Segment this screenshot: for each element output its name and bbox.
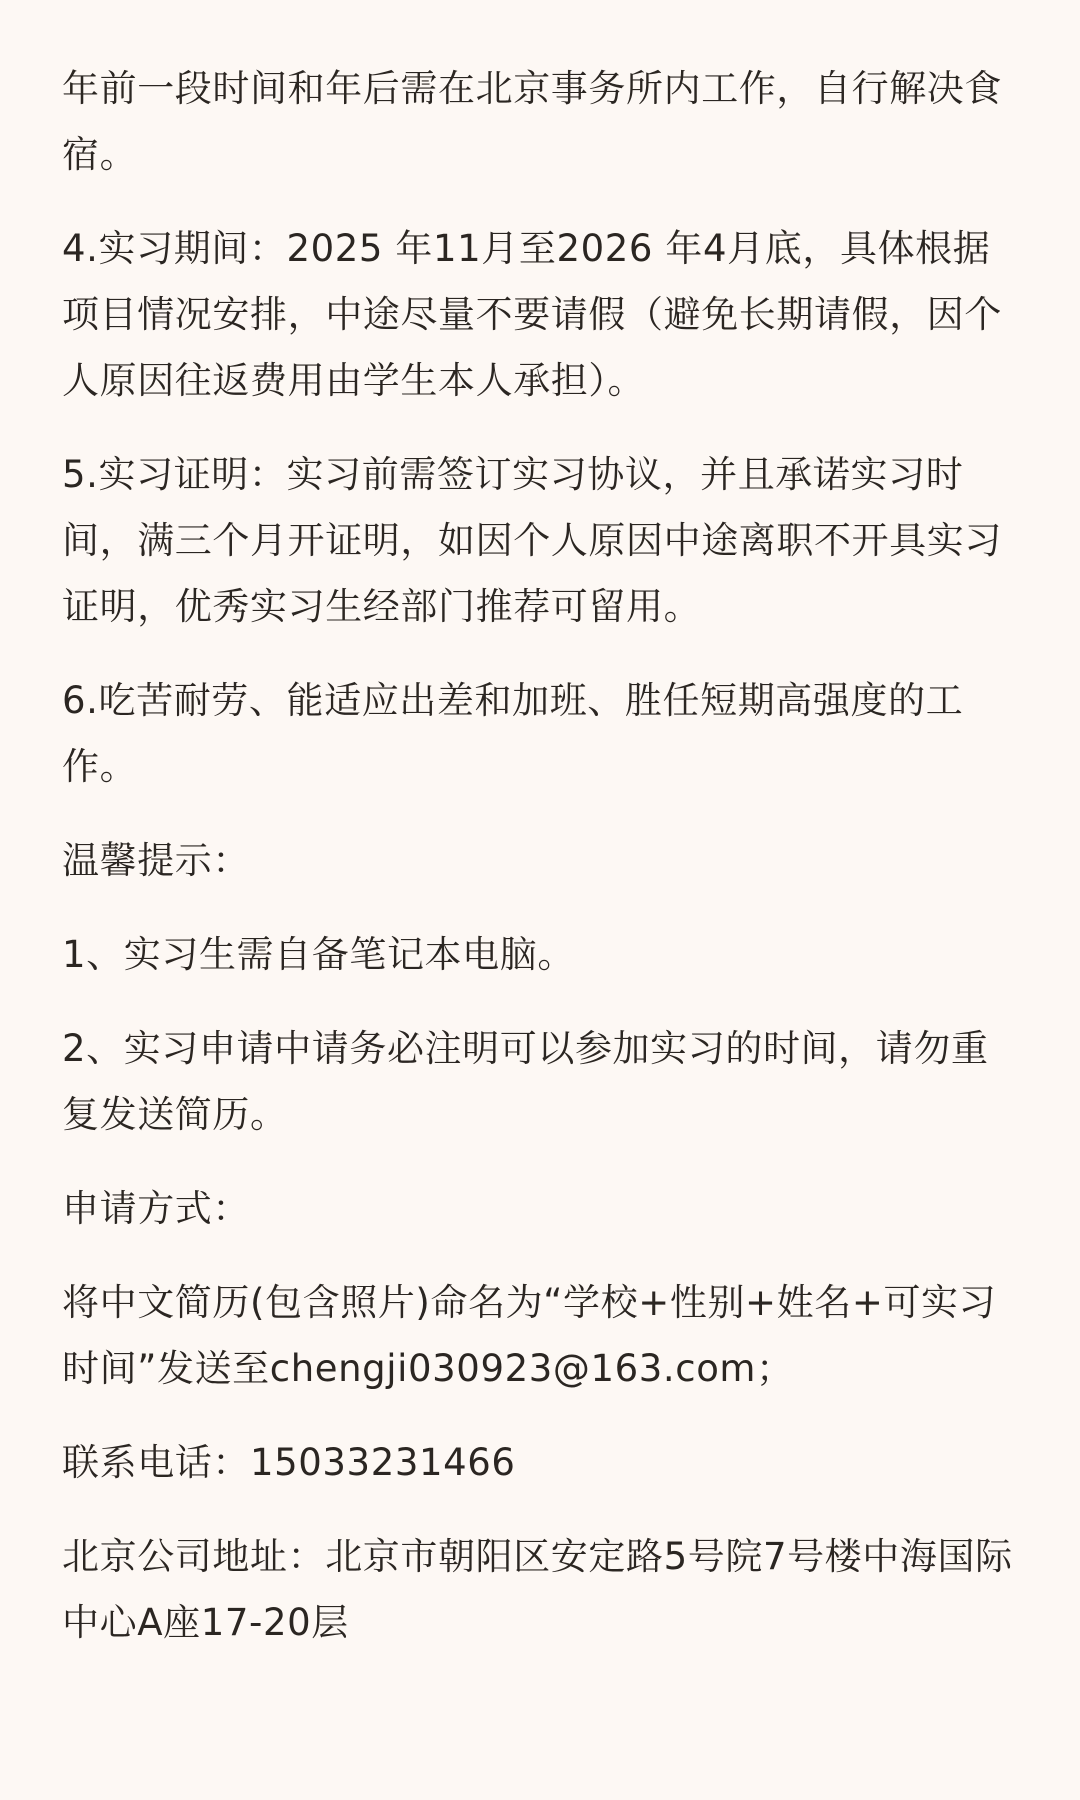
phone-text: 联系电话：15033231466 [62, 1441, 516, 1484]
tip-laptop [62, 922, 1020, 988]
paragraph-text: 将中文简历(包含照片)命名为“学校+性别+姓名+可实习时间”发送至chengji030923@163.com； [62, 1281, 997, 1390]
paragraph-text: 6.吃苦耐劳、能适应出差和加班、胜任短期高强度的工作。 [62, 679, 964, 788]
paragraph-text: 4.实习期间：2025 年11月至2026 年4月底，具体根据项目情况安排，中途尽量不要请假（避免长期请假，因个人原因往返费用由学生本人承担）。 [62, 227, 1002, 402]
heading-text: 申请方式： [62, 1187, 250, 1230]
tip-text: 1、实习生需自备笔记本电脑。 [62, 933, 575, 976]
paragraph-internship-certificate [62, 442, 1020, 640]
heading-text: 温馨提示： [62, 839, 250, 882]
paragraph-text: 5.实习证明：实习前需签订实习协议，并且承诺实习时间，满三个月开证明，如因个人原因中途离职不开具实习证明，优秀实习生经部门推荐可留用。 [62, 453, 1002, 628]
tip-application-time [62, 1016, 1020, 1148]
heading-tips [62, 828, 1020, 894]
company-address [62, 1524, 1020, 1656]
paragraph-internship-period [62, 216, 1020, 414]
paragraph-resume-instructions [62, 1270, 1020, 1402]
address-text: 北京公司地址：北京市朝阳区安定路5号院7号楼中海国际中心A座17-20层 [62, 1535, 1013, 1644]
tip-text: 2、实习申请中请务必注明可以参加实习的时间，请勿重复发送简历。 [62, 1027, 989, 1136]
heading-application-method [62, 1176, 1020, 1242]
paragraph-accommodation [62, 56, 1020, 188]
paragraph-text: 年前一段时间和年后需在北京事务所内工作，自行解决食宿。 [62, 67, 1002, 176]
paragraph-work-attitude [62, 668, 1020, 800]
contact-phone [62, 1430, 1020, 1496]
